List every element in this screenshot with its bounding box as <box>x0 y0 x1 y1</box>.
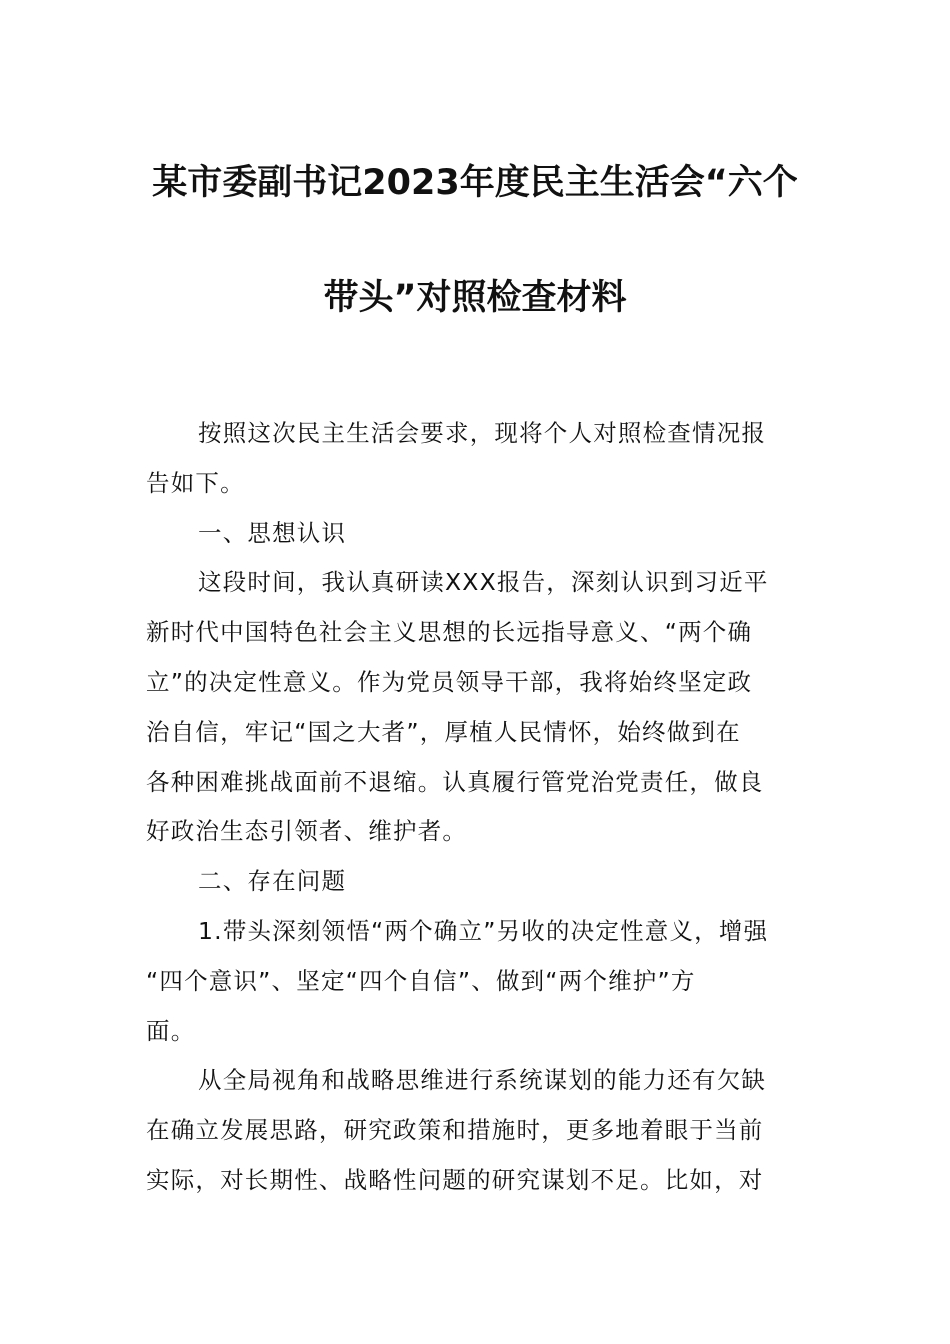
body-line: 治自信，牢记“国之大者”，厚植人民情怀，始终做到在 <box>146 717 741 746</box>
section-heading: 二、存在问题 <box>198 867 347 896</box>
body-line: 新时代中国特色社会主义思想的长远指导意义、“两个确 <box>146 618 753 647</box>
section-heading: 一、思想认识 <box>198 518 347 547</box>
body-line: 各种困难挑战面前不退缩。认真履行管党治党责任，做良 <box>146 767 764 796</box>
body-line: 1.带头深刻领悟“两个确立”另收的决定性意义，增强 <box>198 916 769 945</box>
body-line: 从全局视角和战略思维进行系统谋划的能力还有欠缺 <box>198 1066 767 1095</box>
body-line: 在确立发展思路，研究政策和措施时，更多地着眼于当前 <box>146 1116 764 1145</box>
body-line: 面。 <box>146 1016 196 1045</box>
body-line: 这段时间，我认真研读XXX报告，深刻认识到习近平 <box>198 568 769 597</box>
body-line: 好政治生态引领者、维护者。 <box>146 817 468 846</box>
document-body <box>146 409 804 1206</box>
body-line: 实际，对长期性、战略性问题的研究谋划不足。比如，对 <box>146 1165 764 1194</box>
document-title-line-1: 某市委副书记2023年度民主生活会“六个 <box>152 163 798 203</box>
document-title-line-2: 带头”对照检查材料 <box>323 278 627 318</box>
body-line: 立”的决定性意义。作为党员领导干部，我将始终坚定政 <box>146 667 753 696</box>
body-line: “四个意识”、坚定“四个自信”、做到“两个维护”方 <box>146 966 696 995</box>
body-line: 告如下。 <box>146 468 245 497</box>
body-line: 按照这次民主生活会要求，现将个人对照检查情况报 <box>198 419 767 447</box>
